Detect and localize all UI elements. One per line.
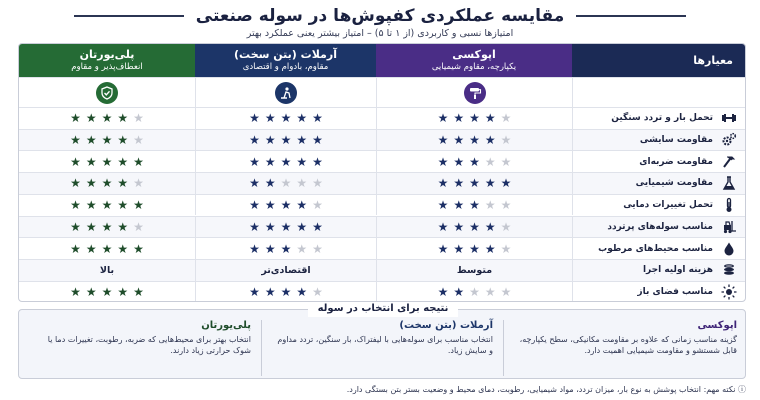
comparison-table: [18, 43, 746, 302]
star-rating: [70, 199, 144, 211]
cell-epoxy: [376, 282, 572, 302]
star-filled-icon: ★: [133, 198, 144, 213]
star-filled-icon: ★: [249, 133, 260, 148]
star-filled-icon: ★: [70, 176, 81, 191]
star-filled-icon: ★: [296, 111, 308, 126]
cell-epoxy: [376, 151, 572, 172]
star-filled-icon: ★: [117, 284, 129, 299]
conclusion-cement-title: آرملات (بتن سخت): [399, 320, 493, 331]
star-rating: [249, 221, 323, 233]
star-filled-icon: ★: [117, 111, 129, 126]
criteria-label: تحمل بار و تردد سنگین: [611, 113, 713, 124]
star-filled-icon: ★: [101, 111, 113, 126]
star-filled-icon: ★: [453, 219, 465, 234]
cell-pu: [19, 282, 195, 302]
cell-cement: [195, 195, 376, 216]
star-filled-icon: ★: [469, 111, 480, 126]
star-filled-icon: ★: [280, 133, 292, 148]
star-filled-icon: ★: [249, 241, 260, 256]
star-rating: [249, 177, 323, 189]
star-filled-icon: ★: [70, 284, 81, 299]
star-filled-icon: ★: [249, 111, 260, 126]
star-empty-icon: ★: [312, 198, 323, 213]
star-filled-icon: ★: [437, 198, 449, 213]
cell-pu: [19, 260, 195, 281]
star-filled-icon: ★: [280, 219, 292, 234]
star-filled-icon: ★: [280, 198, 292, 213]
forklift-icon: [721, 219, 737, 235]
star-filled-icon: ★: [85, 241, 97, 256]
cell-epoxy: [376, 217, 572, 238]
thermometer-icon: [721, 197, 737, 213]
star-empty-icon: ★: [133, 219, 144, 234]
star-rating: [438, 177, 512, 189]
star-empty-icon: ★: [280, 176, 292, 191]
star-empty-icon: ★: [133, 111, 144, 126]
star-filled-icon: ★: [264, 111, 276, 126]
column-title-epoxy: اپوکسی: [452, 48, 496, 61]
gears-icon: [721, 132, 737, 148]
star-filled-icon: ★: [437, 111, 449, 126]
star-empty-icon: ★: [500, 133, 512, 148]
criteria-label: مناسب محیط‌های مرطوب: [598, 243, 713, 254]
star-filled-icon: ★: [101, 241, 113, 256]
star-filled-icon: ★: [312, 219, 323, 234]
star-filled-icon: ★: [249, 284, 260, 299]
star-filled-icon: ★: [484, 133, 496, 148]
cell-pu: [19, 195, 195, 216]
table-row: [19, 129, 746, 151]
star-filled-icon: ★: [70, 133, 81, 148]
page-title: مقایسه عملکردی کفپوش‌ها در سوله صنعتی: [195, 6, 565, 26]
criteria-label: مناسب فضای باز: [637, 286, 713, 297]
star-filled-icon: ★: [117, 241, 129, 256]
cell-pu: [19, 108, 195, 129]
column-header-cement: [195, 44, 376, 77]
shield-check-icon: [96, 82, 118, 104]
star-filled-icon: ★: [280, 241, 292, 256]
star-rating: [249, 112, 323, 124]
star-empty-icon: ★: [500, 284, 512, 299]
star-filled-icon: ★: [249, 154, 260, 169]
star-rating: [70, 112, 144, 124]
star-empty-icon: ★: [484, 198, 496, 213]
water-drop-icon: [721, 241, 737, 257]
star-filled-icon: ★: [101, 198, 113, 213]
criteria-cell: [572, 151, 746, 172]
cell-pu: [19, 130, 195, 151]
criteria-cell: [572, 282, 746, 302]
star-empty-icon: ★: [484, 154, 496, 169]
star-filled-icon: ★: [280, 111, 292, 126]
star-filled-icon: ★: [296, 154, 308, 169]
criteria-label: مقاومت ضربه‌ای: [639, 156, 713, 167]
star-empty-icon: ★: [469, 284, 480, 299]
star-rating: [438, 243, 512, 255]
cell-pu: [19, 238, 195, 259]
criteria-label: مناسب سوله‌های پرتردد: [607, 221, 713, 232]
star-filled-icon: ★: [70, 241, 81, 256]
title-bar: [0, 4, 760, 28]
cell-cement: [195, 108, 376, 129]
star-empty-icon: ★: [484, 284, 496, 299]
criteria-label: مقاومت شیمیایی: [635, 178, 713, 189]
star-filled-icon: ★: [101, 154, 113, 169]
star-empty-icon: ★: [312, 176, 323, 191]
star-rating: [438, 199, 512, 211]
star-filled-icon: ★: [85, 219, 97, 234]
star-rating: [70, 177, 144, 189]
cell-cement: [195, 151, 376, 172]
criteria-label: مقاومت سایشی: [639, 135, 713, 146]
star-filled-icon: ★: [117, 133, 129, 148]
star-filled-icon: ★: [469, 219, 480, 234]
cell-pu: [19, 151, 195, 172]
star-empty-icon: ★: [312, 241, 323, 256]
criteria-label: هزینه اولیه اجرا: [642, 265, 713, 276]
cell-cement: [195, 238, 376, 259]
star-filled-icon: ★: [453, 176, 465, 191]
star-rating: [70, 243, 144, 255]
star-filled-icon: ★: [101, 176, 113, 191]
star-rating: [70, 221, 144, 233]
star-filled-icon: ★: [437, 133, 449, 148]
star-filled-icon: ★: [133, 284, 144, 299]
table-row: [19, 194, 746, 216]
star-filled-icon: ★: [453, 133, 465, 148]
star-filled-icon: ★: [70, 198, 81, 213]
column-subtitle-cement: مقاوم، بادوام و اقتصادی: [242, 62, 329, 72]
star-empty-icon: ★: [296, 241, 308, 256]
conclusion-pu: [19, 320, 261, 376]
star-empty-icon: ★: [296, 176, 308, 191]
dumbbell-icon: [721, 110, 737, 126]
star-filled-icon: ★: [264, 241, 276, 256]
star-filled-icon: ★: [469, 241, 480, 256]
star-filled-icon: ★: [484, 111, 496, 126]
sun-icon: [721, 284, 737, 300]
star-filled-icon: ★: [296, 284, 308, 299]
star-filled-icon: ★: [437, 284, 449, 299]
cell-pu: [19, 173, 195, 194]
star-filled-icon: ★: [85, 133, 97, 148]
star-filled-icon: ★: [264, 176, 276, 191]
star-filled-icon: ★: [70, 154, 81, 169]
column-header-pu: [19, 44, 195, 77]
star-filled-icon: ★: [296, 219, 308, 234]
footnote: ⓘ نکته مهم: انتخاب پوشش به نوع بار، میزان تردد، مواد شیمیایی، رطوبت، دمای محیط و وضعیت بستر بتن بستگی دارد.: [346, 385, 746, 394]
star-filled-icon: ★: [312, 133, 323, 148]
star-filled-icon: ★: [249, 219, 260, 234]
criteria-cell: [572, 173, 746, 194]
column-title-cement: آرملات (بتن سخت): [234, 48, 337, 61]
star-filled-icon: ★: [296, 198, 308, 213]
coins-icon: [721, 262, 737, 278]
star-empty-icon: ★: [500, 198, 512, 213]
title-divider-right: [576, 15, 686, 17]
column-header-criteria: [572, 44, 746, 77]
conclusion-epoxy-text: گزینه مناسب زمانی که علاوه بر مقاومت مکانیکی، سطح یکپارچه، قابل شستشو و مقاومت شیمیایی اهمیت دارد.: [519, 335, 737, 355]
star-filled-icon: ★: [85, 284, 97, 299]
star-filled-icon: ★: [469, 176, 480, 191]
star-filled-icon: ★: [85, 198, 97, 213]
table-row: [19, 237, 746, 259]
cell-epoxy: [376, 238, 572, 259]
star-filled-icon: ★: [296, 133, 308, 148]
star-filled-icon: ★: [453, 241, 465, 256]
star-filled-icon: ★: [469, 198, 480, 213]
cost-value-epoxy: متوسط: [456, 264, 493, 276]
star-empty-icon: ★: [500, 111, 512, 126]
star-filled-icon: ★: [437, 219, 449, 234]
star-filled-icon: ★: [264, 219, 276, 234]
star-filled-icon: ★: [437, 176, 449, 191]
star-filled-icon: ★: [500, 176, 512, 191]
star-filled-icon: ★: [453, 284, 465, 299]
cell-cement: [195, 282, 376, 302]
star-filled-icon: ★: [484, 176, 496, 191]
star-filled-icon: ★: [264, 154, 276, 169]
star-empty-icon: ★: [312, 284, 323, 299]
cell-epoxy: [376, 195, 572, 216]
star-filled-icon: ★: [85, 176, 97, 191]
star-empty-icon: ★: [500, 154, 512, 169]
conclusion-cement: [261, 320, 504, 376]
star-filled-icon: ★: [437, 154, 449, 169]
criteria-cell: [572, 217, 746, 238]
star-filled-icon: ★: [469, 133, 480, 148]
conclusion-panel: [18, 303, 746, 379]
cell-cement: [195, 173, 376, 194]
star-filled-icon: ★: [249, 176, 260, 191]
conclusion-title: نتیجه برای انتخاب در سوله: [308, 303, 458, 317]
star-filled-icon: ★: [453, 111, 465, 126]
star-filled-icon: ★: [484, 219, 496, 234]
icon-row: [19, 77, 746, 107]
conclusion-epoxy: [504, 320, 747, 376]
star-filled-icon: ★: [453, 198, 465, 213]
cell-epoxy: [376, 260, 572, 281]
conclusion-pu-title: پلی‌یورتان: [201, 320, 251, 331]
flask-icon: [721, 175, 737, 191]
star-filled-icon: ★: [264, 133, 276, 148]
cell-epoxy: [376, 173, 572, 194]
table-row: [19, 172, 746, 194]
star-rating: [70, 134, 144, 146]
star-filled-icon: ★: [312, 154, 323, 169]
table-row: [19, 259, 746, 281]
star-filled-icon: ★: [101, 284, 113, 299]
criteria-cell: [572, 130, 746, 151]
star-filled-icon: ★: [264, 198, 276, 213]
star-rating: [438, 112, 512, 124]
star-rating: [249, 286, 323, 298]
star-filled-icon: ★: [469, 154, 480, 169]
column-header-epoxy: [376, 44, 572, 77]
star-filled-icon: ★: [280, 284, 292, 299]
criteria-cell: [572, 260, 746, 281]
conclusion-cement-text: انتخاب مناسب برای سوله‌هایی با لیفتراک، بار سنگین، تردد مداوم و سایش زیاد.: [277, 335, 493, 355]
star-filled-icon: ★: [437, 241, 449, 256]
cell-cement: [195, 130, 376, 151]
star-rating: [70, 156, 144, 168]
star-empty-icon: ★: [500, 219, 512, 234]
cell-epoxy: [376, 130, 572, 151]
star-filled-icon: ★: [85, 111, 97, 126]
criteria-cell: [572, 238, 746, 259]
criteria-label: تحمل تغییرات دمایی: [623, 200, 713, 211]
star-filled-icon: ★: [117, 198, 129, 213]
cell-pu: [19, 217, 195, 238]
trowel-worker-icon: [275, 82, 297, 104]
star-filled-icon: ★: [264, 284, 276, 299]
paint-roller-icon: [464, 82, 486, 104]
star-filled-icon: ★: [249, 198, 260, 213]
star-filled-icon: ★: [117, 219, 129, 234]
star-rating: [70, 286, 144, 298]
star-filled-icon: ★: [484, 241, 496, 256]
criteria-cell: [572, 195, 746, 216]
star-filled-icon: ★: [70, 111, 81, 126]
table-row: [19, 150, 746, 172]
cell-epoxy: [376, 108, 572, 129]
star-empty-icon: ★: [133, 133, 144, 148]
conclusion-epoxy-title: اپوکسی: [697, 320, 737, 331]
conclusion-pu-text: انتخاب بهتر برای محیط‌هایی که ضربه، رطوبت، تغییرات دما یا شوک حرارتی زیاد دارند.: [47, 335, 251, 355]
star-filled-icon: ★: [101, 133, 113, 148]
cell-cement: [195, 260, 376, 281]
table-row: [19, 107, 746, 129]
star-rating: [438, 221, 512, 233]
star-filled-icon: ★: [133, 154, 144, 169]
title-divider-left: [74, 15, 184, 17]
star-filled-icon: ★: [312, 111, 323, 126]
star-filled-icon: ★: [133, 241, 144, 256]
criteria-cell: [572, 108, 746, 129]
star-filled-icon: ★: [117, 154, 129, 169]
column-subtitle-epoxy: یکپارچه، مقاوم شیمیایی: [431, 62, 517, 72]
column-subtitle-pu: انعطاف‌پذیر و مقاوم: [71, 62, 143, 72]
star-filled-icon: ★: [280, 154, 292, 169]
cell-cement: [195, 217, 376, 238]
table-row: [19, 216, 746, 238]
cost-value-pu: بالا: [99, 264, 115, 276]
star-rating: [249, 156, 323, 168]
star-filled-icon: ★: [85, 154, 97, 169]
star-rating: [438, 156, 512, 168]
star-rating: [249, 199, 323, 211]
star-rating: [249, 134, 323, 146]
star-rating: [249, 243, 323, 255]
star-empty-icon: ★: [500, 241, 512, 256]
star-filled-icon: ★: [117, 176, 129, 191]
star-filled-icon: ★: [101, 219, 113, 234]
cost-value-cement: اقتصادی‌تر: [261, 264, 311, 276]
column-title-pu: پلی‌یورتان: [79, 48, 135, 61]
star-empty-icon: ★: [133, 176, 144, 191]
star-rating: [438, 134, 512, 146]
star-rating: [438, 286, 512, 298]
hammer-icon: [721, 154, 737, 170]
table-row: [19, 281, 746, 302]
page-subtitle: امتیازها نسبی و کاربردی (از ۱ تا ۵) – امتیاز بیشتر یعنی عملکرد بهتر: [246, 28, 514, 39]
star-filled-icon: ★: [70, 219, 81, 234]
column-title-criteria: معیارها: [693, 54, 733, 67]
star-filled-icon: ★: [453, 154, 465, 169]
